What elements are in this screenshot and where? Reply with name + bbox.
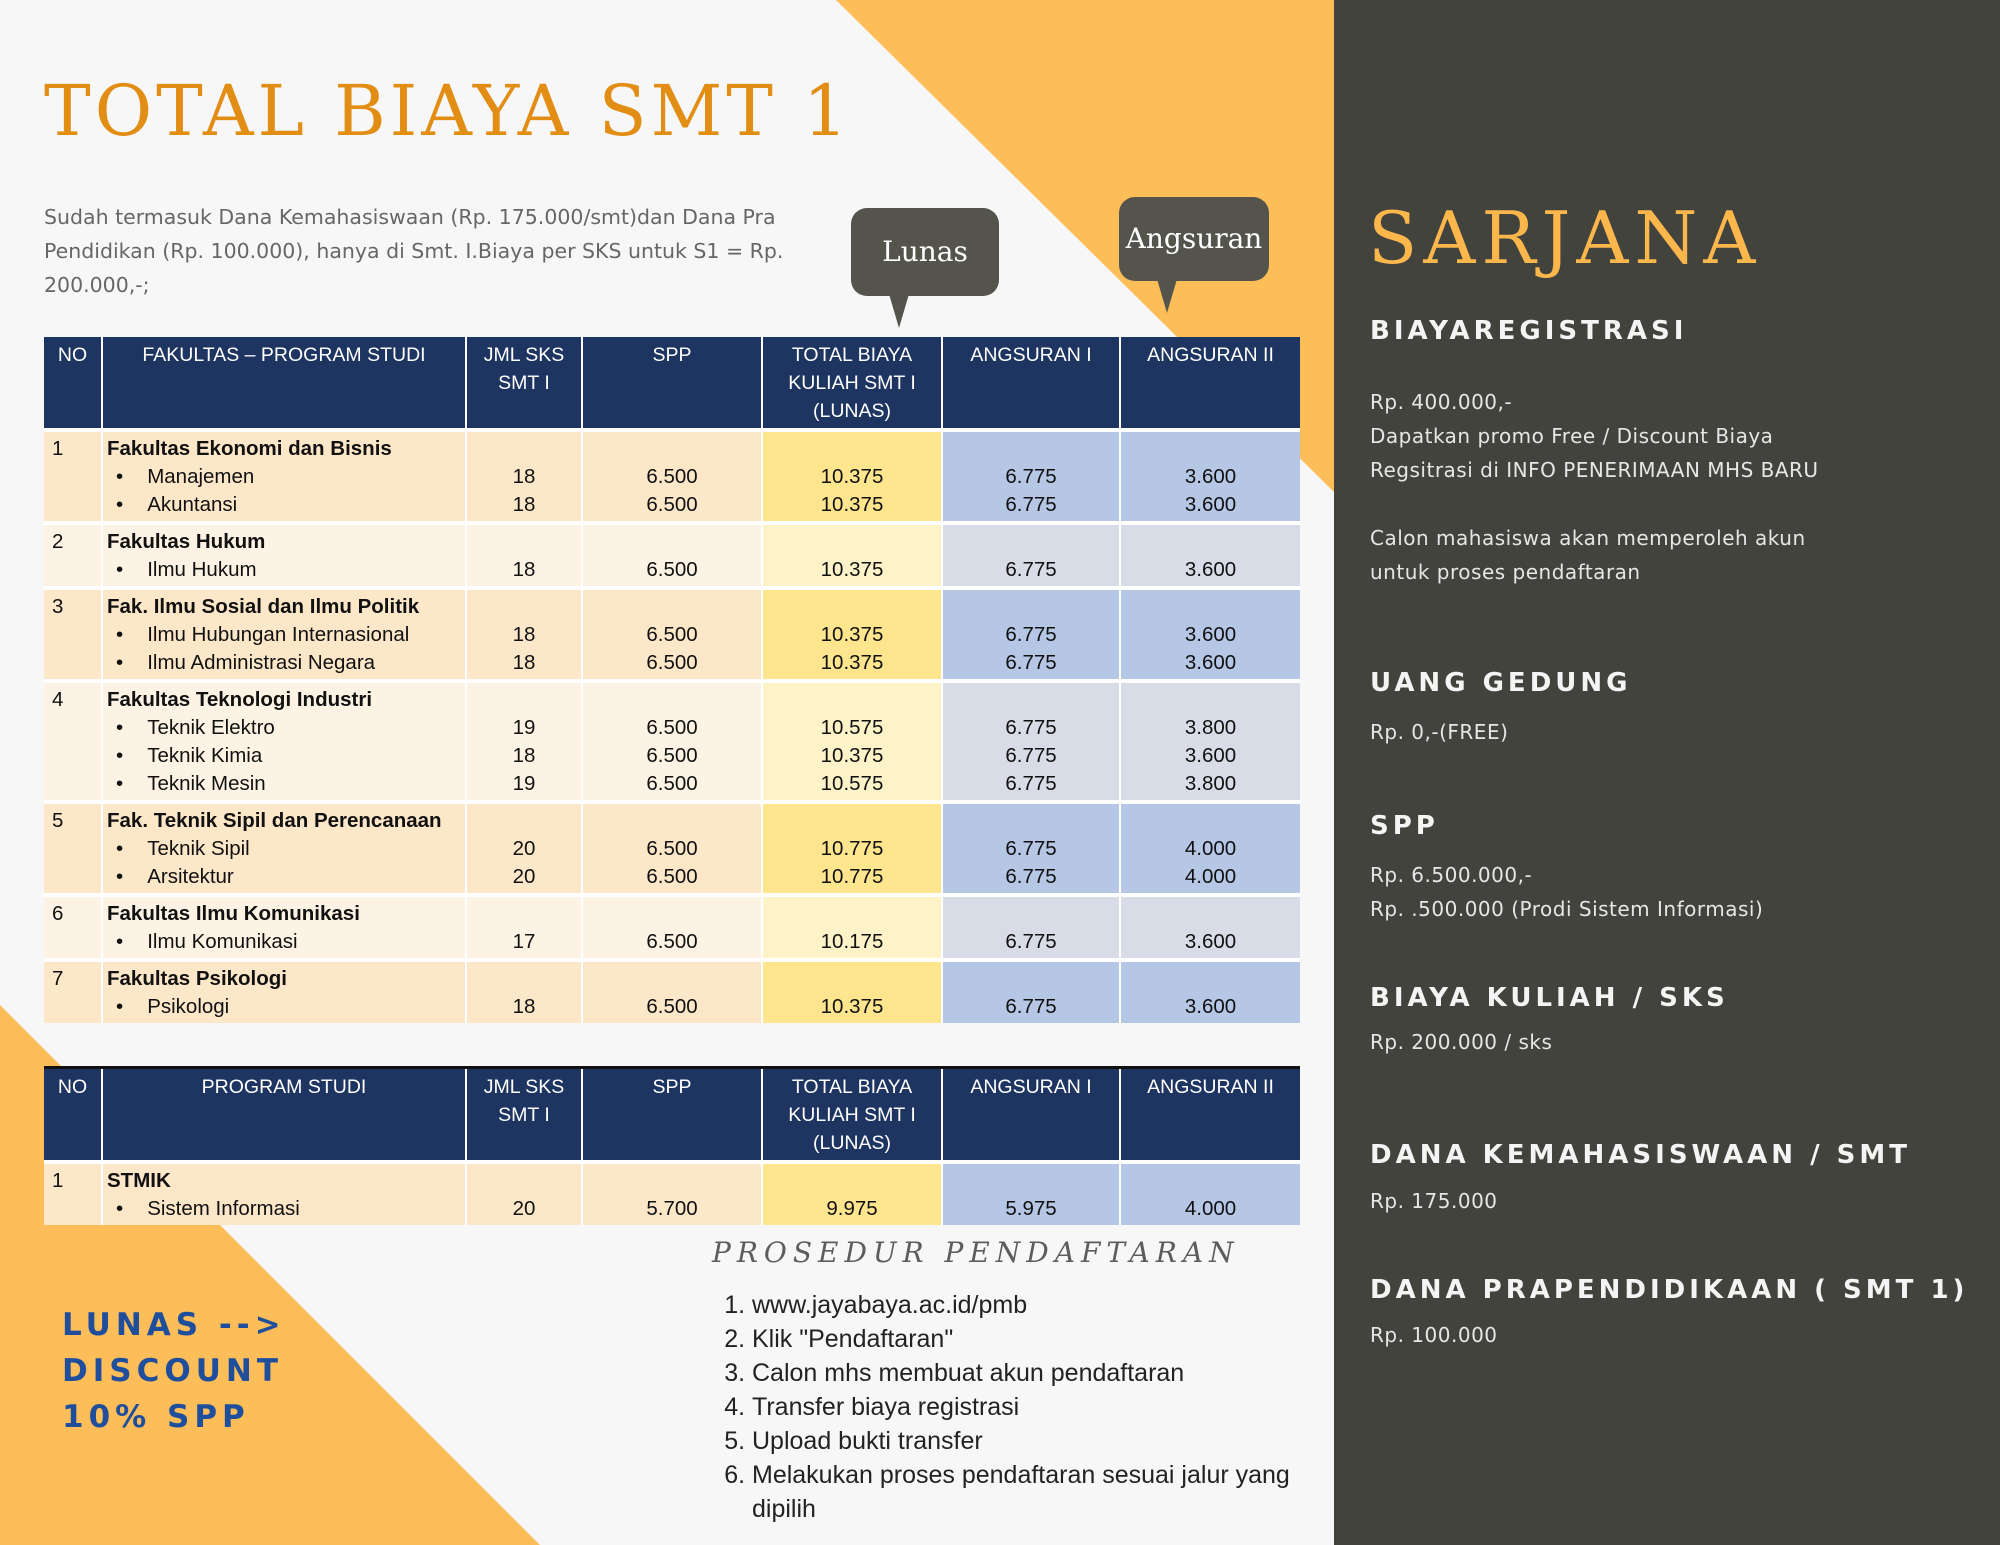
- program-name: • Ilmu Komunikasi: [107, 928, 461, 956]
- angsuran-2-cell: [1120, 588, 1300, 681]
- sks-cell: [466, 1162, 582, 1225]
- fee-table-stmik: [44, 1066, 1300, 1225]
- spp-cell: [582, 588, 762, 681]
- sks-value: 18: [512, 558, 536, 581]
- column-header: ANGSURAN II: [1120, 1068, 1300, 1163]
- angsuran-1-value: 6.775: [1005, 837, 1057, 860]
- spp-value: 6.500: [646, 772, 698, 795]
- sidebar-line: Dapatkan promo Free / Discount Biaya: [1370, 424, 1774, 448]
- sidebar-line: [1370, 487, 1819, 521]
- total-value: 10.575: [820, 772, 884, 795]
- sidebar-text: [1370, 715, 1508, 749]
- angsuran-1-value: 6.775: [1005, 930, 1057, 953]
- angsuran-2-value: 3.600: [1184, 651, 1237, 674]
- angsuran-2-value: 3.600: [1184, 930, 1237, 953]
- spp-value: 6.500: [646, 465, 698, 488]
- row-number: 1: [44, 430, 102, 523]
- sidebar-heading: BIAYA KULIAH / SKS: [1370, 983, 1729, 1013]
- discount-line-1: LUNAS -->: [62, 1307, 286, 1343]
- angsuran-1-value: 6.775: [1005, 493, 1057, 516]
- program-cell: [102, 1162, 466, 1225]
- sidebar-line: Rp. 175.000: [1370, 1189, 1498, 1213]
- table-row: [44, 681, 1300, 802]
- table-header-row: [44, 1068, 1300, 1163]
- row-number: 5: [44, 802, 102, 895]
- program-cell: [102, 681, 466, 802]
- procedure-step: 6. Melakukan proses pendaftaran sesuai jalur yang dipilih: [752, 1458, 1312, 1526]
- sidebar-heading: BIAYAREGISTRASI: [1370, 316, 1688, 346]
- faculty-name: Fak. Teknik Sipil dan Perencanaan: [107, 809, 442, 832]
- column-header: JML SKS SMT I: [466, 337, 582, 430]
- angsuran-1-value: 6.775: [1005, 651, 1057, 674]
- page-title: TOTAL BIAYA SMT 1: [44, 70, 852, 152]
- angsuran-2-value: 3.600: [1184, 995, 1237, 1018]
- sidebar-heading: DANA KEMAHASISWAAN / SMT: [1370, 1140, 1911, 1170]
- angsuran-2-value: 4.000: [1184, 865, 1237, 888]
- sidebar-text: [1370, 1025, 1552, 1059]
- spp-cell: [582, 430, 762, 523]
- angsuran-1-cell: [942, 1162, 1120, 1225]
- sks-value: 20: [512, 1197, 536, 1220]
- fee-table-faculties: [44, 337, 1300, 1023]
- spp-value: 6.500: [646, 837, 698, 860]
- sks-value: 17: [512, 930, 536, 953]
- program-name: • Manajemen: [107, 463, 461, 491]
- table-row: [44, 523, 1300, 588]
- angsuran-2-value: 3.600: [1184, 623, 1237, 646]
- discount-promo: [62, 1302, 286, 1440]
- sks-cell: [466, 960, 582, 1023]
- spp-value: 6.500: [646, 558, 698, 581]
- program-cell: [102, 960, 466, 1023]
- angsuran-2-cell: [1120, 895, 1300, 960]
- sidebar-text: [1370, 1318, 1498, 1352]
- spp-value: 6.500: [646, 623, 698, 646]
- angsuran-2-value: 4.000: [1184, 837, 1237, 860]
- procedure-step: 3. Calon mhs membuat akun pendaftaran: [752, 1356, 1312, 1390]
- angsuran-1-value: 6.775: [1005, 623, 1057, 646]
- total-cell: [762, 430, 942, 523]
- angsuran-2-cell: [1120, 1162, 1300, 1225]
- row-number: 4: [44, 681, 102, 802]
- faculty-name: STMIK: [107, 1169, 171, 1192]
- total-cell: [762, 802, 942, 895]
- sidebar-line: Rp. 400.000,-: [1370, 390, 1513, 414]
- table-row: [44, 588, 1300, 681]
- spp-cell: [582, 523, 762, 588]
- program-cell: [102, 802, 466, 895]
- sks-value: 18: [512, 465, 536, 488]
- sidebar-line: Rp. 100.000: [1370, 1323, 1498, 1347]
- total-value: 10.775: [820, 865, 884, 888]
- column-header: SPP: [582, 1068, 762, 1163]
- total-value: 10.575: [820, 716, 884, 739]
- sks-cell: [466, 588, 582, 681]
- total-value: 10.375: [820, 623, 884, 646]
- total-value: 10.375: [820, 493, 884, 516]
- program-cell: [102, 895, 466, 960]
- column-header: ANGSURAN I: [942, 1068, 1120, 1163]
- spp-cell: [582, 895, 762, 960]
- program-name: • Sistem Informasi: [107, 1195, 461, 1223]
- angsuran-2-cell: [1120, 430, 1300, 523]
- program-name: • Teknik Mesin: [107, 770, 461, 798]
- program-name: • Akuntansi: [107, 491, 461, 519]
- angsuran-1-value: 6.775: [1005, 558, 1057, 581]
- sidebar-line: Rp. 200.000 / sks: [1370, 1030, 1553, 1054]
- fee-note: Sudah termasuk Dana Kemahasiswaan (Rp. 175.000/smt)dan Dana Pra Pendidikan (Rp. 100.000), hanya di Smt. I.Biaya per SKS untuk S1 = Rp. 200.000,-;: [44, 205, 784, 297]
- program-name: • Arsitektur: [107, 863, 461, 891]
- angsuran-1-value: 6.775: [1005, 716, 1057, 739]
- angsuran-2-cell: [1120, 802, 1300, 895]
- column-header: SPP: [582, 337, 762, 430]
- sks-value: 18: [512, 623, 536, 646]
- total-value: 10.375: [820, 995, 884, 1018]
- total-value: 10.175: [820, 930, 884, 953]
- sidebar-line: Rp. 6.500.000,-: [1370, 863, 1533, 887]
- angsuran-1-cell: [942, 895, 1120, 960]
- column-header: ANGSURAN I: [942, 337, 1120, 430]
- spp-value: 6.500: [646, 930, 698, 953]
- faculty-name: Fakultas Psikologi: [107, 967, 287, 990]
- program-cell: [102, 523, 466, 588]
- angsuran-2-value: 4.000: [1184, 1197, 1237, 1220]
- program-name: • Ilmu Hukum: [107, 556, 461, 584]
- spp-value: 6.500: [646, 744, 698, 767]
- angsuran-1-value: 6.775: [1005, 865, 1057, 888]
- sidebar-heading: SPP: [1370, 811, 1439, 841]
- faculty-name: Fakultas Teknologi Industri: [107, 688, 373, 711]
- spp-value: 5.700: [646, 1197, 698, 1220]
- row-number: 6: [44, 895, 102, 960]
- angsuran-1-value: 6.775: [1005, 744, 1057, 767]
- angsuran-2-value: 3.800: [1184, 772, 1237, 795]
- sks-cell: [466, 430, 582, 523]
- angsuran-2-value: 3.600: [1184, 558, 1237, 581]
- program-name: • Psikologi: [107, 993, 461, 1021]
- sidebar-title: SARJANA: [1368, 196, 1762, 280]
- sks-value: 18: [512, 651, 536, 674]
- spp-cell: [582, 681, 762, 802]
- table-row: [44, 802, 1300, 895]
- spp-value: 6.500: [646, 865, 698, 888]
- total-cell: [762, 895, 942, 960]
- angsuran-1-value: 6.775: [1005, 772, 1057, 795]
- sidebar-line: Rp. 0,-(FREE): [1370, 720, 1509, 744]
- angsuran-1-cell: [942, 588, 1120, 681]
- angsuran-2-cell: [1120, 523, 1300, 588]
- program-name: • Teknik Elektro: [107, 714, 461, 742]
- total-cell: [762, 960, 942, 1023]
- procedure-title: PROSEDUR PENDAFTARAN: [712, 1236, 1240, 1269]
- sidebar-heading: UANG GEDUNG: [1370, 668, 1632, 698]
- sks-value: 19: [512, 772, 536, 795]
- sks-cell: [466, 895, 582, 960]
- faculty-name: Fak. Ilmu Sosial dan Ilmu Politik: [107, 595, 420, 618]
- total-value: 9.975: [826, 1197, 878, 1220]
- column-header: NO: [44, 337, 102, 430]
- angsuran-2-value: 3.600: [1184, 744, 1237, 767]
- angsuran-2-value: 3.600: [1184, 493, 1237, 516]
- spp-value: 6.500: [646, 651, 698, 674]
- program-name: • Teknik Kimia: [107, 742, 461, 770]
- angsuran-2-value: 3.600: [1184, 465, 1237, 488]
- column-header: FAKULTAS – PROGRAM STUDI: [102, 337, 466, 430]
- procedure-step: 4. Transfer biaya registrasi: [752, 1390, 1312, 1424]
- total-value: 10.375: [820, 651, 884, 674]
- row-number: 2: [44, 523, 102, 588]
- angsuran-1-cell: [942, 681, 1120, 802]
- angsuran-callout: Angsuran: [1119, 197, 1269, 281]
- sidebar-line: Calon mahasiswa akan memperoleh akun: [1370, 526, 1806, 550]
- total-value: 10.375: [820, 465, 884, 488]
- total-cell: [762, 588, 942, 681]
- lunas-callout: Lunas: [851, 208, 999, 296]
- row-number: 3: [44, 588, 102, 681]
- spp-cell: [582, 960, 762, 1023]
- total-cell: [762, 1162, 942, 1225]
- procedure-step: 2. Klik "Pendaftaran": [752, 1322, 1312, 1356]
- table-header-row: [44, 337, 1300, 430]
- sidebar-heading: DANA PRAPENDIDIKAAN ( SMT 1): [1370, 1275, 1969, 1305]
- angsuran-2-value: 3.800: [1184, 716, 1237, 739]
- angsuran-1-value: 6.775: [1005, 465, 1057, 488]
- row-number: 1: [44, 1162, 102, 1225]
- sks-cell: [466, 681, 582, 802]
- table-row: [44, 430, 1300, 523]
- program-cell: [102, 430, 466, 523]
- faculty-name: Fakultas Hukum: [107, 530, 266, 553]
- angsuran-2-cell: [1120, 960, 1300, 1023]
- column-header: NO: [44, 1068, 102, 1163]
- table-row: [44, 895, 1300, 960]
- column-header: PROGRAM STUDI: [102, 1068, 466, 1163]
- program-name: • Ilmu Hubungan Internasional: [107, 621, 461, 649]
- total-value: 10.775: [820, 837, 884, 860]
- sidebar-text: [1370, 858, 1763, 926]
- faculty-name: Fakultas Ilmu Komunikasi: [107, 902, 360, 925]
- total-cell: [762, 681, 942, 802]
- discount-line-3: 10% SPP: [62, 1399, 250, 1435]
- spp-value: 6.500: [646, 995, 698, 1018]
- sks-value: 20: [512, 865, 536, 888]
- program-name: • Ilmu Administrasi Negara: [107, 649, 461, 677]
- procedure-steps: [722, 1288, 1312, 1526]
- sks-value: 18: [512, 493, 536, 516]
- angsuran-1-cell: [942, 523, 1120, 588]
- angsuran-2-cell: [1120, 681, 1300, 802]
- column-header: JML SKS SMT I: [466, 1068, 582, 1163]
- sidebar-text: [1370, 1184, 1498, 1218]
- program-name: • Teknik Sipil: [107, 835, 461, 863]
- angsuran-1-cell: [942, 802, 1120, 895]
- column-header: TOTAL BIAYA KULIAH SMT I (LUNAS): [762, 1068, 942, 1163]
- angsuran-1-value: 5.975: [1005, 1197, 1057, 1220]
- spp-cell: [582, 802, 762, 895]
- lunas-callout-tail: [889, 294, 909, 328]
- faculty-name: Fakultas Ekonomi dan Bisnis: [107, 437, 392, 460]
- sidebar-line: untuk proses pendaftaran: [1370, 560, 1641, 584]
- angsuran-1-cell: [942, 960, 1120, 1023]
- discount-line-2: DISCOUNT: [62, 1353, 283, 1389]
- total-value: 10.375: [820, 744, 884, 767]
- sidebar-line: Rp. .500.000 (Prodi Sistem Informasi): [1370, 897, 1764, 921]
- sks-cell: [466, 802, 582, 895]
- sks-value: 20: [512, 837, 536, 860]
- spp-cell: [582, 1162, 762, 1225]
- procedure-step: 1. www.jayabaya.ac.id/pmb: [752, 1288, 1312, 1322]
- sks-value: 19: [512, 716, 536, 739]
- procedure-step: 5. Upload bukti transfer: [752, 1424, 1312, 1458]
- spp-value: 6.500: [646, 493, 698, 516]
- sks-cell: [466, 523, 582, 588]
- sks-value: 18: [512, 744, 536, 767]
- table-row: [44, 960, 1300, 1023]
- total-value: 10.375: [820, 558, 884, 581]
- spp-value: 6.500: [646, 716, 698, 739]
- sks-value: 18: [512, 995, 536, 1018]
- table-row: [44, 1162, 1300, 1225]
- sidebar-text: [1370, 385, 1819, 589]
- sidebar-line: Regsitrasi di INFO PENERIMAAN MHS BARU: [1370, 458, 1819, 482]
- column-header: TOTAL BIAYA KULIAH SMT I (LUNAS): [762, 337, 942, 430]
- program-cell: [102, 588, 466, 681]
- column-header: ANGSURAN II: [1120, 337, 1300, 430]
- total-cell: [762, 523, 942, 588]
- angsuran-callout-tail: [1157, 279, 1177, 313]
- angsuran-1-value: 6.775: [1005, 995, 1057, 1018]
- row-number: 7: [44, 960, 102, 1023]
- angsuran-1-cell: [942, 430, 1120, 523]
